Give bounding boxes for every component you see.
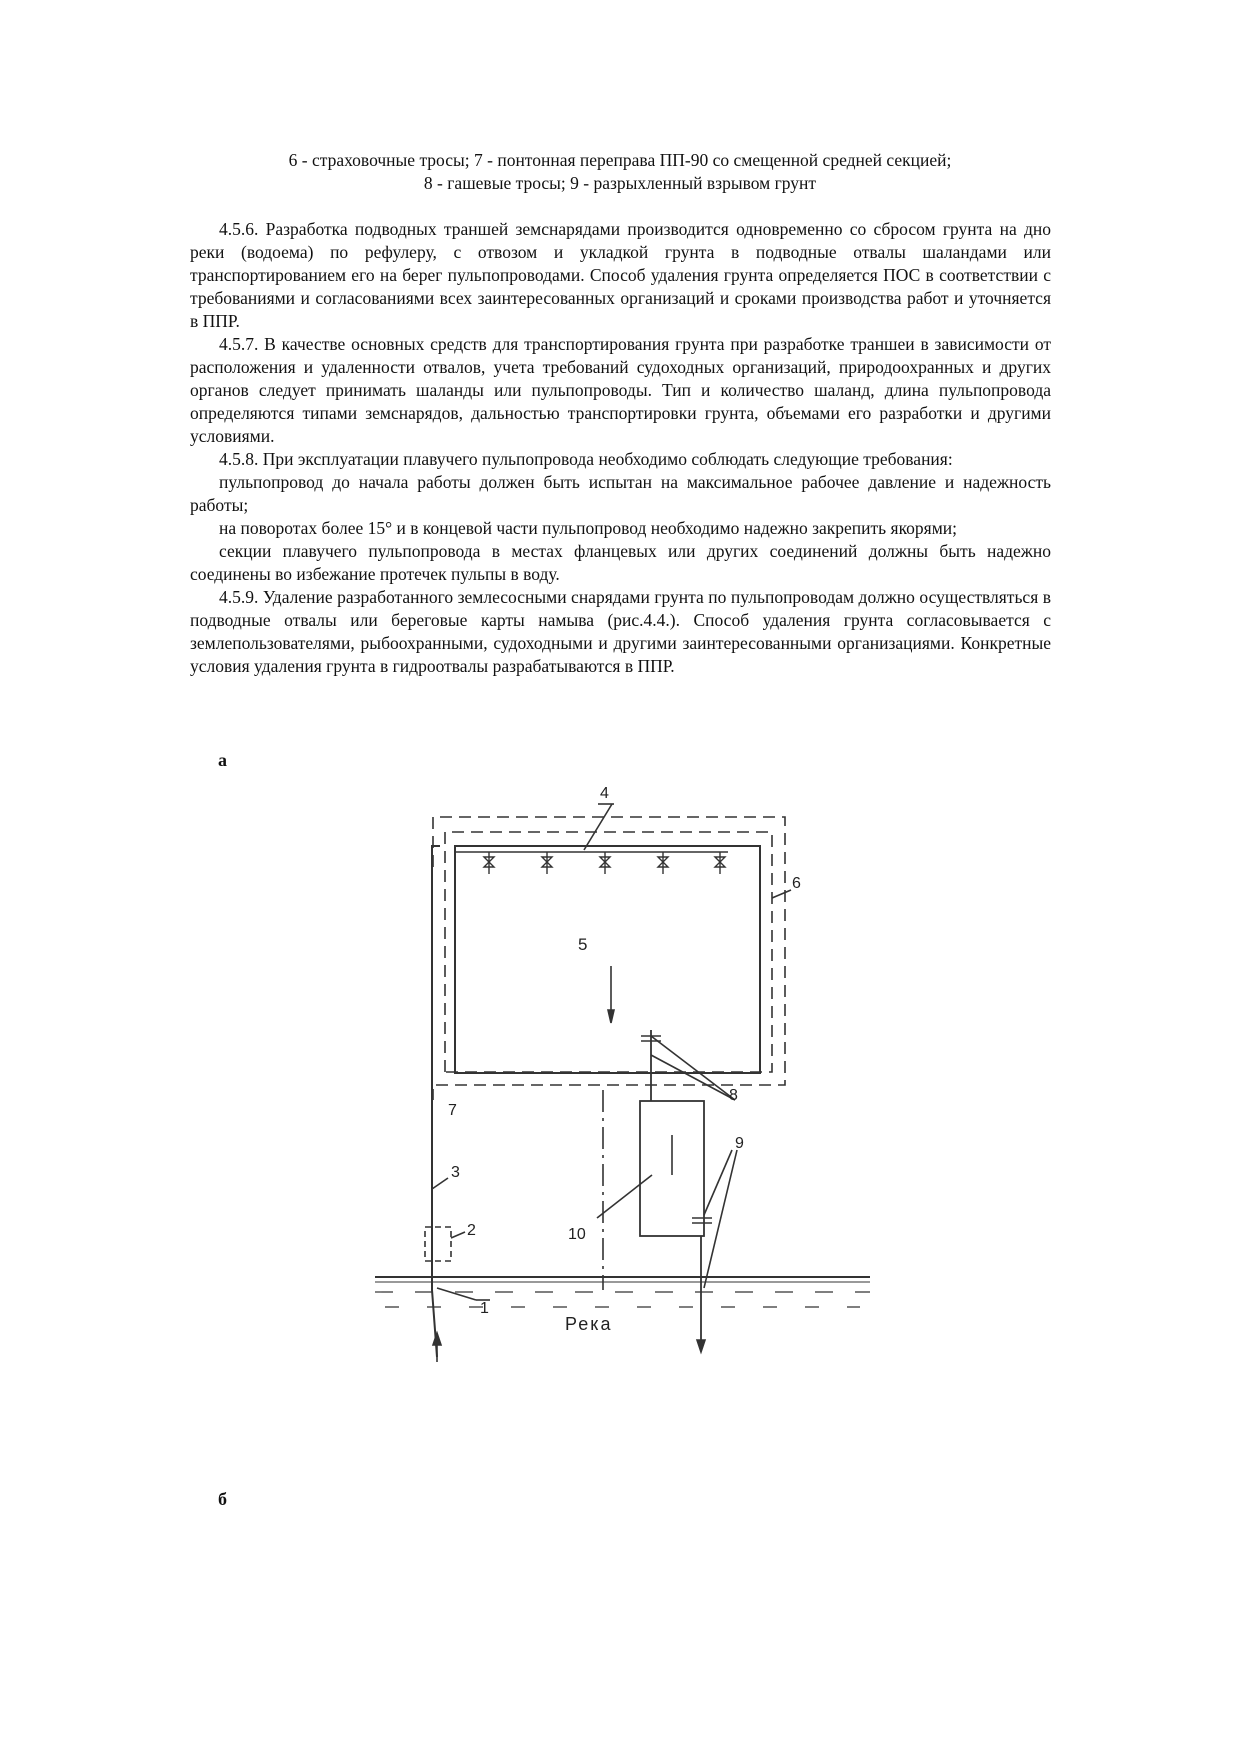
body-text [190,218,1051,678]
caption-line-1: 6 - страховочные тросы; 7 - понтонная переправа ПП-90 со смещенной средней секцией; [288,150,952,170]
figure-label-b: б [218,1489,227,1509]
valve-icon [484,852,494,874]
leader-line-4 [584,804,612,850]
paragraph-4-5-9: 4.5.9. Удаление разработанного землесосными снарядами грунта по пульпопроводам должно осуществляться в подводные отвалы или береговые карты намыва (рис.4.4.). Способ удаления грунта согласовывается с землепользователями, рыбоохранными, судоходными и другими заинтересованными организациями. Конкретные условия удаления грунта в гидроотвалы разрабатываются в ППР. [190,587,1051,676]
figure-caption [190,149,1050,195]
paragraph-4-5-6: 4.5.6. Разработка подводных траншей земснарядами производится одновременно со сбросом грунта на дно реки (водоема) по рефулеру, с отвозом и укладкой грунта в подводные отвалы шаландами или транспортированием его на берег пульпопроводами. Способ удаления грунта определяется ПОС в соответствии с требованиями и согласованиями всех заинтересованных организаций и сроками производства работ и уточняется в ППР. [190,219,1051,331]
requirement-item: на поворотах более 15° и в концевой части пульпопровод необходимо надежно закрепить якорями; [219,518,958,538]
leader-line-1 [437,1288,476,1300]
paragraph-4-5-7: 4.5.7. В качестве основных средств для транспортирования грунта при разработке траншеи в зависимости от расположения и удаленности отвалов, учета требований судоходных организаций, природоохранных и других органов следует принимать шаланды или пульпопроводы. Тип и количество шаланд, длина пульпопровода определяются типами земснарядов, дальностью транспортировки грунта, объемами его разработки и другими условиями. [190,334,1051,446]
down-arrow-icon [697,1340,705,1352]
river-label: Река [565,1314,613,1334]
leader-line-2 [451,1232,465,1238]
callout-10: 10 [568,1226,586,1243]
callout-6: 6 [792,875,801,892]
valve-icon [542,852,552,874]
valve-icon [600,852,610,874]
callout-1: 1 [480,1300,489,1317]
dump-area-rectangle [455,846,760,1073]
pipe-connector-icon [641,1036,712,1223]
pump-station-block [425,1227,451,1261]
cable-line-8 [651,1036,735,1100]
dredger-body [640,1101,704,1236]
valve-icon [715,852,725,874]
cable-line-8 [651,1055,735,1100]
safety-rope-line [445,832,772,1072]
callout-5: 5 [578,935,588,954]
flow-down-arrow-icon [608,1010,614,1023]
callout-8: 8 [729,1087,738,1104]
leader-line-6 [772,890,791,898]
leader-line-3 [432,1178,448,1189]
valve-group [484,852,725,874]
callout-7: 7 [448,1102,457,1119]
valve-icon [658,852,668,874]
leader-line-10 [597,1175,652,1218]
callout-2: 2 [467,1222,476,1239]
callout-4: 4 [600,785,609,802]
paragraph-4-5-8: 4.5.8. При эксплуатации плавучего пульпопровода необходимо соблюдать следующие требования: [219,449,953,469]
pulp-pipeline-left [432,846,440,1357]
figure-label-a: а [218,750,227,770]
up-arrow-icon [433,1333,441,1345]
caption-line-2: 8 - гашевые тросы; 9 - разрыхленный взрывом грунт [423,173,817,193]
callout-3: 3 [451,1164,460,1181]
cable-line-9 [704,1150,732,1215]
cable-line-9 [704,1150,737,1288]
requirement-item: пульпопровод до начала работы должен быть испытан на максимальное рабочее давление и надежность работы; [190,472,1051,515]
requirement-item: секции плавучего пульпопровода в местах фланцевых или других соединений должны быть надежно соединены во избежание протечек пульпы в воду. [190,541,1051,584]
callout-9: 9 [735,1135,744,1152]
pontoon-crossing-boundary [433,817,785,1100]
